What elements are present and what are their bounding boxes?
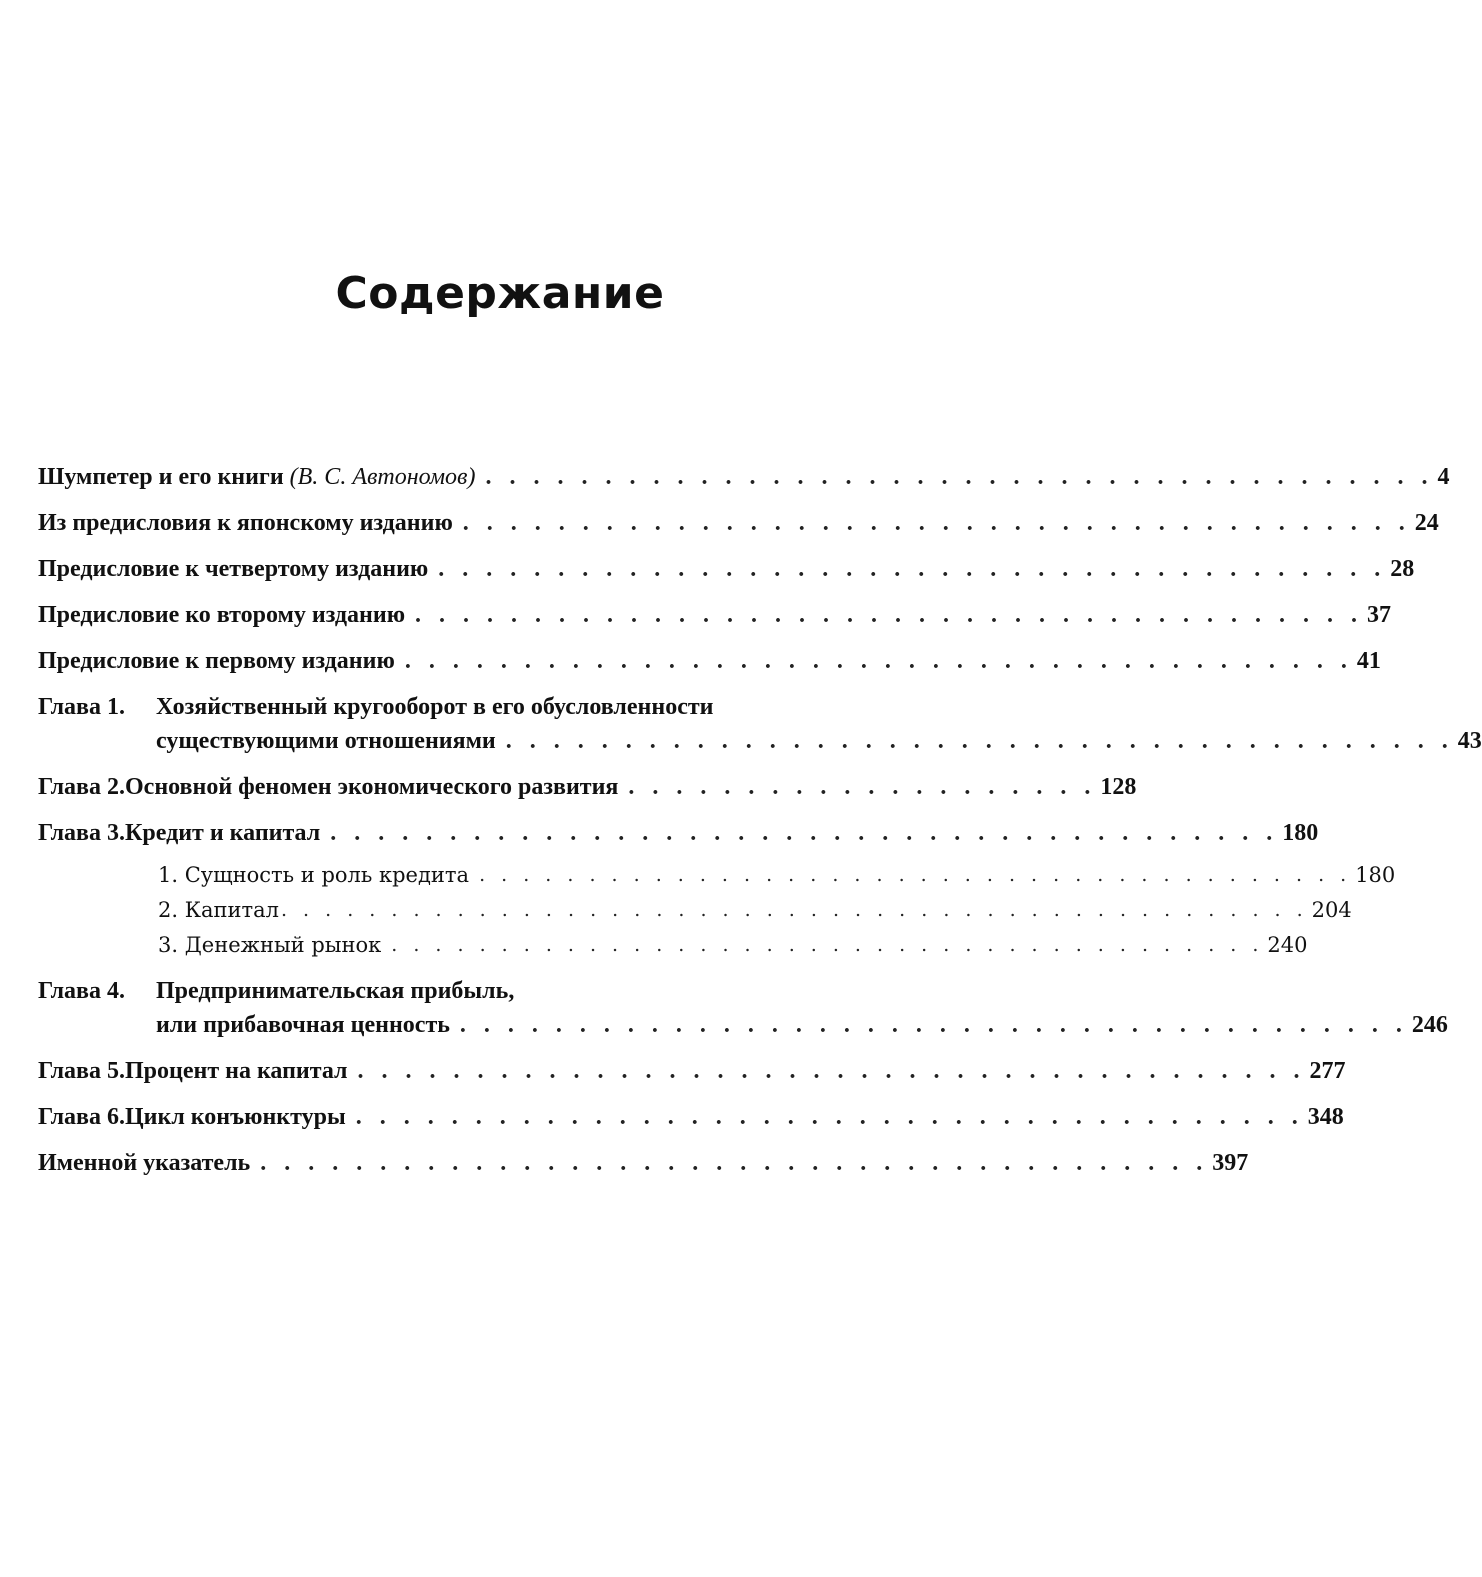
toc-entry-label: Предисловие к первому изданию (38, 648, 395, 674)
chapter-title-line1: Хозяйственный кругооборот в его обусловленности (156, 694, 714, 720)
toc-entry-page: 277 (1309, 1058, 1346, 1084)
chapter-number: Глава 4. (38, 978, 125, 1004)
toc-entry[interactable] (38, 1146, 1249, 1180)
leader-dots: . . . . . . . . . . . . . . . . . . . . . . . . . . . . . . . . . . . . . . . . (415, 602, 1364, 628)
toc-entry-author: (В. С. Автономов) (289, 464, 476, 490)
chapter-title-line2: или прибавочная ценность (156, 1012, 450, 1038)
toc-entry-page: 24 (1414, 510, 1439, 536)
toc-entry-label: Именной указатель (38, 1150, 251, 1176)
toc-entry-label: Предисловие ко второму изданию (38, 602, 406, 628)
toc-entry-label: Из предисловия к японскому изданию (38, 510, 453, 536)
toc-chapter-continuation[interactable] (156, 1008, 1448, 1042)
leader-dots: . . . . . . . . . . . . . . . . . . . . . . . . . . . . . . . . . . . . . . . . (391, 934, 1264, 956)
toc-chapter[interactable] (38, 1100, 1344, 1134)
leader-dots: . . . . . . . . . . . . . . . . . . . . . . . . . . . . . . . . . . . . . . . . (485, 464, 1434, 490)
toc-entry[interactable] (38, 460, 1450, 494)
toc-entry-page: 4 (1437, 464, 1450, 490)
section-page: 240 (1267, 933, 1308, 957)
chapter-number: Глава 5. (38, 1058, 125, 1084)
chapter-title-line1: Предпринимательская прибыль, (156, 978, 515, 1004)
leader-dots: . . . . . . . . . . . . . . . . . . . . (628, 774, 1097, 800)
toc-entry-page: 28 (1390, 556, 1415, 582)
toc-section[interactable] (158, 893, 1352, 927)
leader-dots: . . . . . . . . . . . . . . . . . . . . . . . . . . . . . . . . . . . . . . . . (260, 1150, 1209, 1176)
leader-dots: . . . . . . . . . . . . . . . . . . . . . . . . . . . . . . . . . . . . . . . . (355, 1104, 1304, 1130)
section-page: 204 (1311, 898, 1352, 922)
section-title: 1. Сущность и роль кредита (158, 863, 470, 887)
toc-entry[interactable] (38, 506, 1439, 540)
toc-chapter[interactable] (38, 690, 910, 724)
toc-section[interactable] (158, 928, 1308, 962)
chapter-title-line2: существующими отношениями (156, 728, 496, 754)
toc-entry-page: 180 (1282, 820, 1319, 846)
toc-entry-label: Шумпетер и его книги (38, 464, 284, 490)
section-title: 2. Капитал (158, 898, 279, 922)
toc-entry-page: 348 (1307, 1104, 1344, 1130)
toc-chapter[interactable] (38, 974, 910, 1008)
leader-dots: . . . . . . . . . . . . . . . . . . . . . . . . . . . . . . . . . . . . . . . . (459, 1012, 1408, 1038)
leader-dots: . . . . . . . . . . . . . . . . . . . . . . . . . . . . . . . . . . . . . . . . (330, 820, 1279, 846)
toc-entry[interactable] (38, 552, 1415, 586)
chapter-title: Кредит и капитал (125, 820, 321, 846)
chapter-title: Основной феномен экономического развития (125, 774, 619, 800)
section-page: 180 (1355, 863, 1396, 887)
toc-section[interactable] (158, 858, 1396, 892)
chapter-number: Глава 6. (38, 1104, 125, 1130)
chapter-number: Глава 1. (38, 694, 125, 720)
toc-chapter[interactable] (38, 816, 1319, 850)
page-title: Содержание (335, 268, 665, 319)
leader-dots: . . . . . . . . . . . . . . . . . . . . . . . . . . . . . . . . . . . . . . . . (505, 728, 1454, 754)
section-title: 3. Денежный рынок (158, 933, 382, 957)
leader-dots: . . . . . . . . . . . . . . . . . . . . . . . . . . . . . . . . . . . . . . . . . . . . . . . (280, 899, 1308, 921)
toc-entry-page: 37 (1367, 602, 1392, 628)
leader-dots: . . . . . . . . . . . . . . . . . . . . . . . . . . . . . . . . . . . . . . . . (479, 864, 1352, 886)
toc-entry-page: 128 (1100, 774, 1137, 800)
toc-chapter[interactable] (38, 770, 1137, 804)
chapter-number: Глава 3. (38, 820, 125, 846)
toc-entry[interactable] (38, 644, 1381, 678)
toc-entry-page: 41 (1356, 648, 1381, 674)
toc-chapter-continuation[interactable] (156, 724, 1482, 758)
toc-entry-label: Предисловие к четвертому изданию (38, 556, 429, 582)
chapter-title: Процент на капитал (125, 1058, 348, 1084)
leader-dots: . . . . . . . . . . . . . . . . . . . . . . . . . . . . . . . . . . . . . . . . (462, 510, 1411, 536)
toc-entry-page: 43 (1457, 728, 1482, 754)
toc-entry[interactable] (38, 598, 1392, 632)
toc-entry-page: 397 (1212, 1150, 1249, 1176)
chapter-title: Цикл конъюнктуры (125, 1104, 346, 1130)
leader-dots: . . . . . . . . . . . . . . . . . . . . . . . . . . . . . . . . . . . . . . . . (404, 648, 1353, 674)
leader-dots: . . . . . . . . . . . . . . . . . . . . . . . . . . . . . . . . . . . . . . . . (357, 1058, 1306, 1084)
toc-entry-page: 246 (1411, 1012, 1448, 1038)
leader-dots: . . . . . . . . . . . . . . . . . . . . . . . . . . . . . . . . . . . . . . . . (438, 556, 1387, 582)
chapter-number: Глава 2. (38, 774, 125, 800)
toc-chapter[interactable] (38, 1054, 1346, 1088)
